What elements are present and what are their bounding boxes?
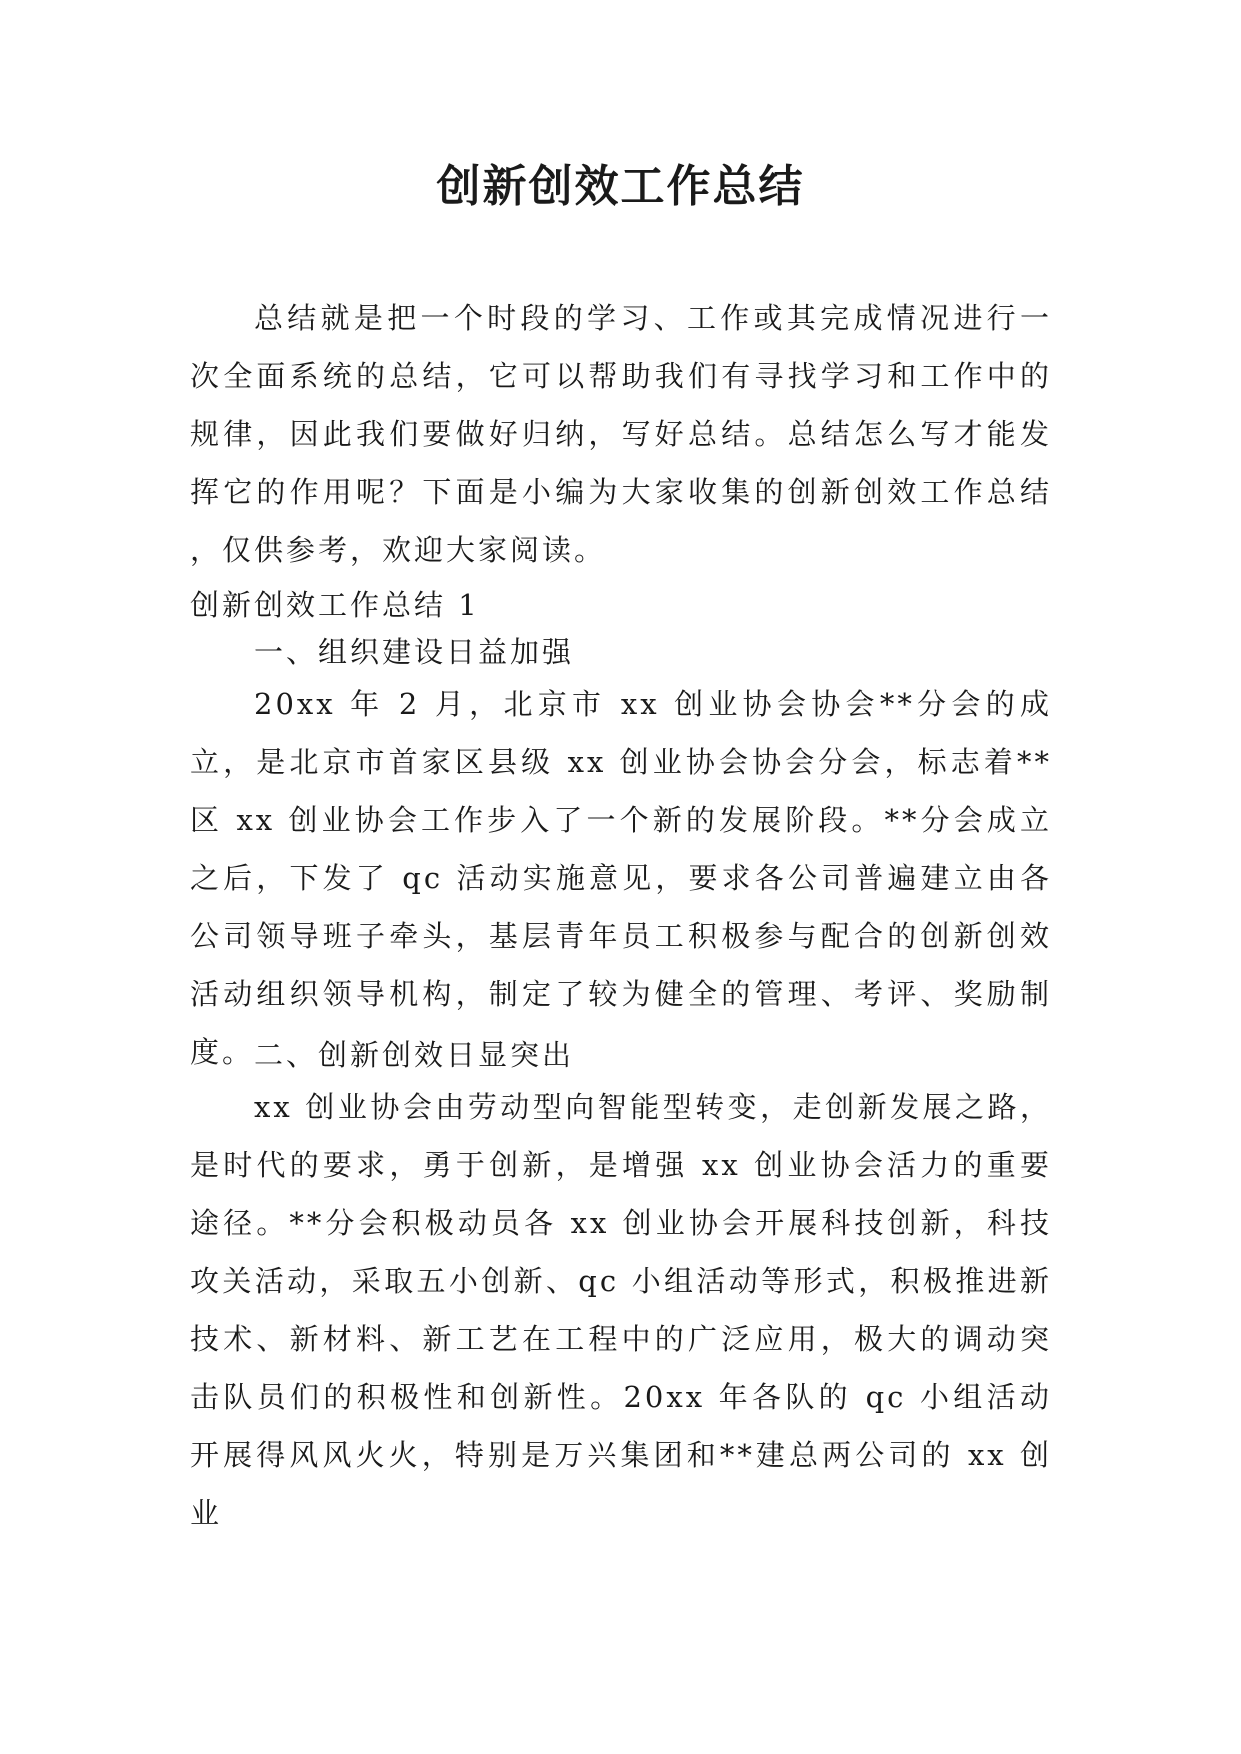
document-title: 创新创效工作总结 — [436, 161, 805, 212]
paragraph-innovation: xx 创业协会由劳动型向智能型转变，走创新发展之路，是时代的要求，勇于创新，是增强 xx 创业协会活力的重要途径。**分会积极动员各 xx 创业协会开展科技创新，科技攻关活动，采取五小创新、qc 小组活动等形式，积极推进新技术、新材料、新工艺在工程中的广泛应用，极大的调动突击队员们的积极性和创新性。20xx 年各队的 qc 小组活动开展得风风火火，特别是万兴集团和**建总两公司的 xx 创业 — [190, 1090, 1052, 1530]
heading-organization: 一、组织建设日益加强 — [254, 635, 575, 669]
section-title: 创新创效工作总结 1 — [190, 588, 480, 622]
heading-innovation: 二、创新创效日显突出 — [254, 1038, 575, 1072]
intro-paragraph: 总结就是把一个时段的学习、工作或其完成情况进行一次全面系统的总结，它可以帮助我们有寻找学习和工作中的规律，因此我们要做好归纳，写好总结。总结怎么写才能发挥它的作用呢？下面是小编为大家收集的创新创效工作总结 ，仅供参考，欢迎大家阅读。 — [190, 301, 1052, 567]
paragraph-organization: 20xx 年 2 月，北京市 xx 创业协会协会**分会的成立，是北京市首家区县级 xx 创业协会协会分会，标志着**区 xx 创业协会工作步入了一个新的发展阶段。**分会成立之后，下发了 qc 活动实施意见，要求各公司普遍建立由各公司领导班子牵头，基层青年员工积极参与配合的创新创效活动组织领导机构，制定了较为健全的管理、考评、奖励制度。 — [190, 687, 1052, 1069]
